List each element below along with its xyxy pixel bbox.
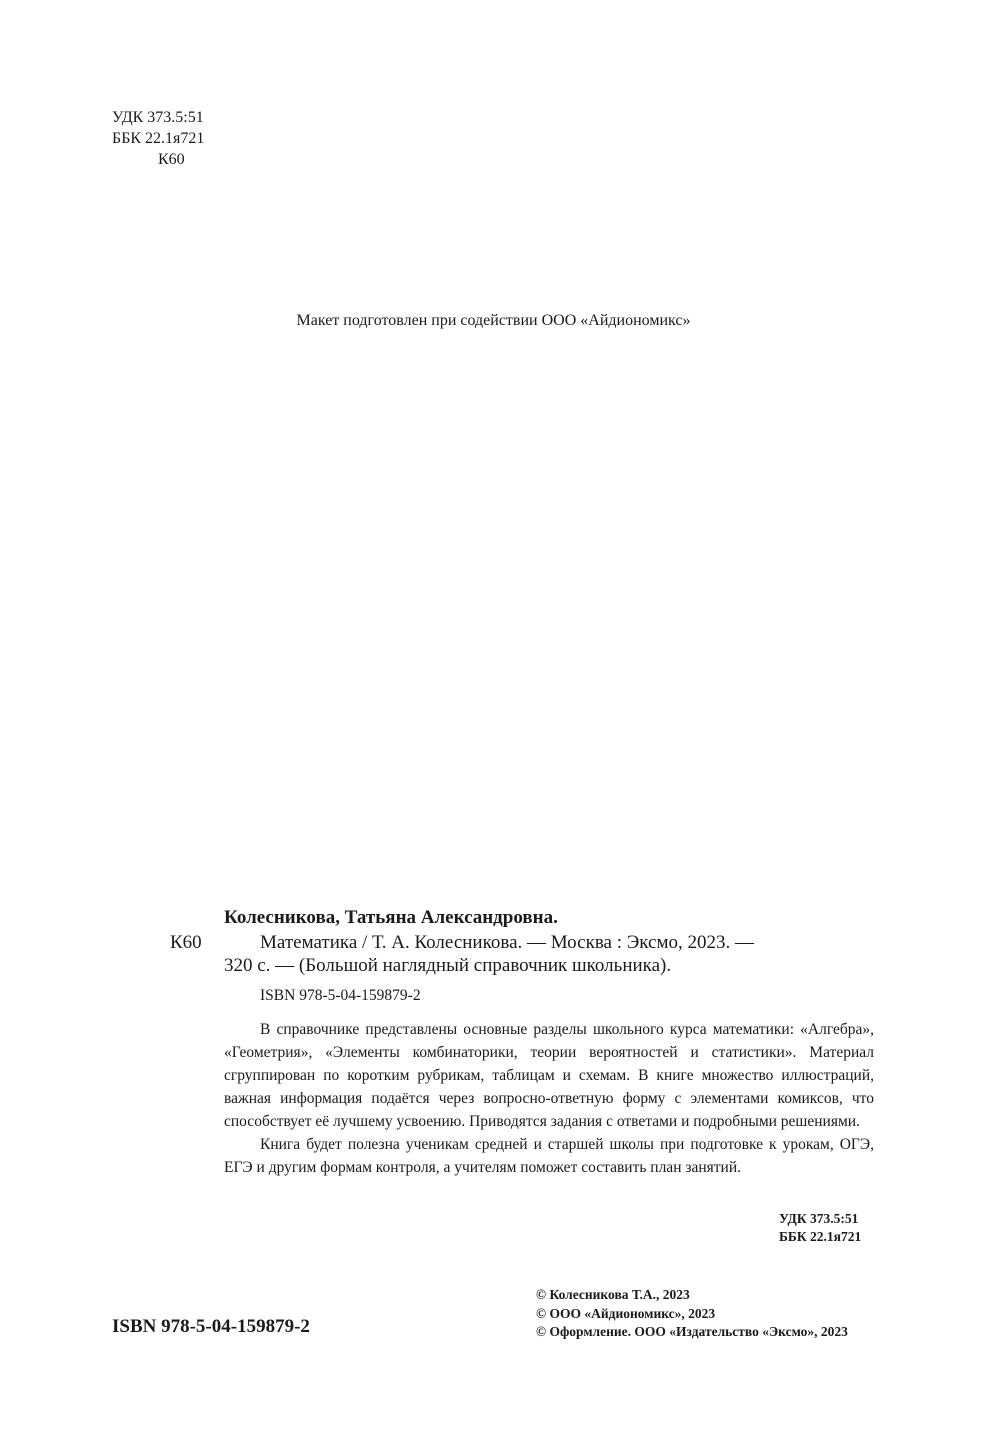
copyright-line: © ООО «Айдиономикс», 2023 — [536, 1305, 716, 1321]
bbk-code-bottom: ББК 22.1я721 — [779, 1229, 862, 1244]
udk-code-bottom: УДК 373.5:51 — [779, 1211, 859, 1226]
bibliographic-entry — [224, 931, 874, 977]
classification-block — [112, 108, 204, 171]
author-heading: Колесникова, Татьяна Александровна. — [224, 907, 558, 928]
bottom-classification — [779, 1210, 861, 1246]
copyright-block — [536, 1286, 848, 1342]
isbn-main: ISBN 978-5-04-159879-2 — [112, 1316, 310, 1337]
prepared-note: Макет подготовлен при содействии ООО «Айдиономикс» — [296, 312, 691, 329]
copyright-line: © Оформление. ООО «Издательство «Эксмо», 2023 — [536, 1324, 848, 1339]
bbk-code: ББК 22.1я721 — [112, 130, 205, 147]
udk-code: УДК 373.5:51 — [112, 109, 204, 126]
annotation — [224, 1018, 874, 1179]
isbn-entry: ISBN 978-5-04-159879-2 — [260, 987, 421, 1004]
copyright-line: © Колесникова Т.А., 2023 — [536, 1287, 690, 1302]
annotation-paragraph: Книга будет полезна ученикам средней и старшей школы при подготовке к урокам, ОГЭ, ЕГЭ и другим формам контроля, а учителям поможет составить план занятий. — [224, 1136, 874, 1176]
author-mark-side: К60 — [170, 932, 202, 953]
annotation-paragraph: В справочнике представлены основные разделы школьного курса математики: «Алгебра», «Геометрия», «Элементы комбинаторики, теории вероятностей и статистики». Материал сгруппирован по коротким рубрикам, таблицам и схемам. В книге множество иллюстраций, важная информация подаётся через вопросно-ответную форму с элементами комиксов, что способствует её лучшему усвоению. Приводятся задания с ответами и подробными решениями. — [224, 1021, 874, 1130]
author-mark: К60 — [158, 151, 185, 168]
bib-line-2: 320 с. — (Большой наглядный справочник школьника). — [224, 955, 672, 976]
bib-line-1: Математика / Т. А. Колесникова. — Москва : Эксмо, 2023. — — [260, 932, 755, 953]
